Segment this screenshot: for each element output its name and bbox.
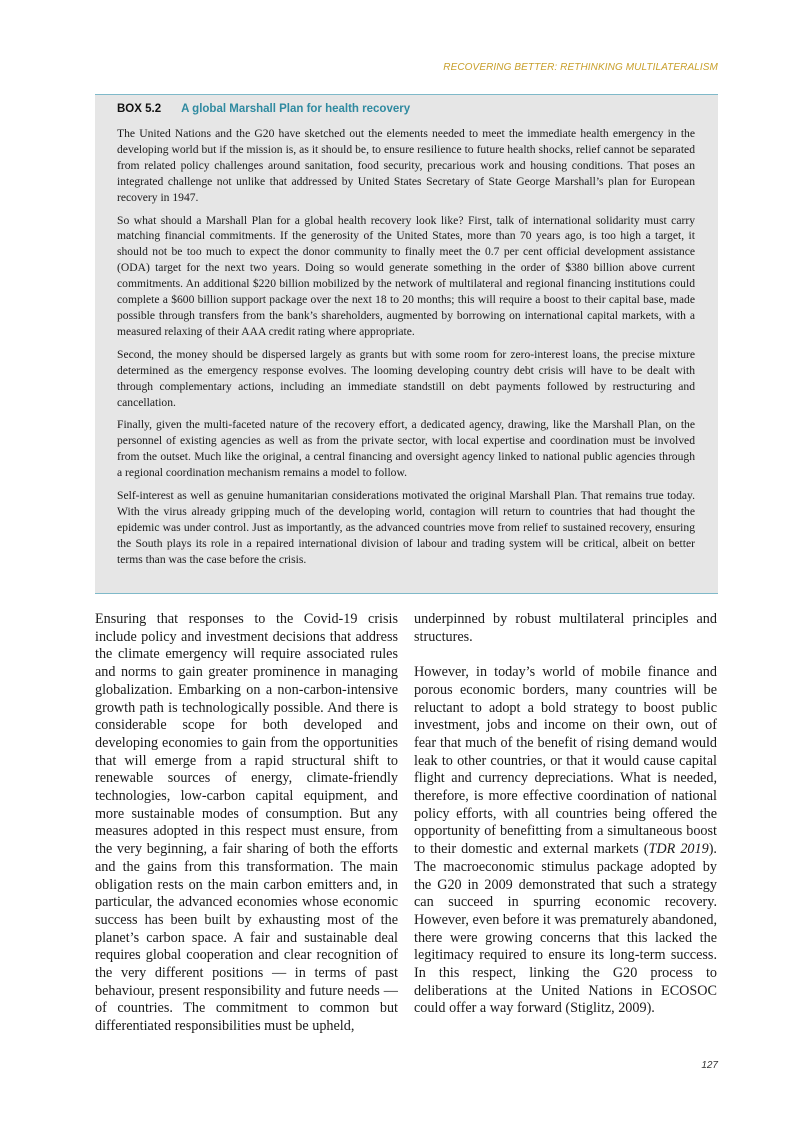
box-heading [117, 103, 410, 115]
box-5-2 [95, 94, 718, 594]
body-column-left [95, 611, 398, 1054]
body-column-right [414, 611, 717, 1036]
box-paragraph: Finally, given the multi-faceted nature of the recovery effort, a dedicated agency, drawing, like the Marshall Plan, on the personnel of existing agencies as well as from the private sector, with local expertise and coordination must be involved from the outset. Much like the original, a central financing and oversight agency linked to national public agencies through a regional coordination mechanism remains a model to follow. [117, 418, 695, 480]
page-number: 127 [701, 1060, 718, 1071]
body-text: However, in today’s world of mobile finance and porous economic borders, many countries will be reluctant to adopt a bold strategy to boost public investment, jobs and income on their own, out of fear that much of the benefit of rising demand would leak to other countries, or that it would cause capital flight and currency depreciations. What is needed, therefore, is more effective coordination of national policy efforts, with all countries being offered the opportunity of benefitting from a simultaneous boost to their domestic and external markets ( [414, 664, 717, 858]
box-label: BOX 5.2 [117, 103, 162, 115]
running-header: RECOVERING BETTER: RETHINKING MULTILATERALISM [443, 62, 718, 73]
box-paragraph: The United Nations and the G20 have sketched out the elements needed to meet the immediate health emergency in the developing world but if the mission is, as it should be, to ensure resilience to future health shocks, relief cannot be separated from related policy challenges around sanitation, food security, precarious work and housing conditions. That poses an integrated challenge not unlike that addressed by United States Secretary of State George Marshall’s plan for European recovery in 1947. [117, 127, 695, 204]
citation: TDR 2019 [648, 841, 709, 858]
body-paragraph [414, 664, 717, 1018]
box-paragraph: Second, the money should be dispersed largely as grants but with some room for zero-interest loans, the precise mixture determined as the emergency response evolves. The looming developing country debt crisis will have to be dealt with through complementary actions, including an immediate standstill on debt payments followed by restructuring and cancellation. [117, 347, 695, 409]
body-paragraph: Ensuring that responses to the Covid-19 crisis include policy and investment decisions that address the climate emergency will require associated rules and norms to gain greater prominence in managing globalization. Embarking on a non-carbon-intensive growth path is technologically possible. And there is considerable scope for both developed and developing economies to gain from the opportunities that will emerge from a rapid structural shift to renewable sources of energy, climate-friendly technologies, low-carbon capital equipment, and more sustainable modes of consumption. But any measures adopted in this respect must ensure, from the very beginning, a fair sharing of both the efforts and the gains from this transformation. The main obligation rests on the main carbon emitters and, in particular, the advanced economies whose economic success has been built by exhausting most of the planet’s carbon space. A fair and sustainable deal requires global cooperation and clear recognition of the very different positions — in terms of past behaviour, present responsibility and future needs — of countries. The commitment to common but differentiated responsibilities must be upheld, [95, 611, 398, 1035]
body-text: ). The macroeconomic stimulus package adopted by the G20 in 2009 demonstrated that such a strategy can succeed in spurring economic recovery. However, even before it was prematurely abandoned, there were growing concerns that this lacked the legitimacy required to ensure its long-term success. In this respect, linking the G20 process to deliberations at the United Nations in ECOSOC could offer a way forward (Stiglitz, 2009). [414, 841, 717, 1017]
body-paragraph: underpinned by robust multilateral principles and structures. [414, 611, 717, 645]
box-paragraph: Self-interest as well as genuine humanitarian considerations motivated the original Marshall Plan. That remains true today. With the virus already gripping much of the developing world, contagion will return to countries that had thought the epidemic was under control. Just as importantly, as the advanced countries move from relief to sustained recovery, ensuring the South plays its role in a repaired international division of labour and trading system will be critical, albeit on better terms than was the case before the crisis. [117, 489, 695, 566]
box-body [117, 126, 695, 575]
box-title: A global Marshall Plan for health recovery [181, 103, 411, 115]
box-paragraph: So what should a Marshall Plan for a global health recovery look like? First, talk of international solidarity must carry matching financial commitments. If the generosity of the United States, more than 70 years ago, is too high a target, it should not be too much to expect the donor community to finally meet the 0.7 per cent official development assistance (ODA) target for the next two years. Doing so would generate something in the order of $380 billion above current commitments. An additional $220 billion mobilized by the network of multilateral and regional financing institutions could complete a $600 billion support package over the next 18 to 20 months; this will require a boost to their capital base, made possible through transfers from the bank’s shareholders, augmented by borrowing on international capital markets, with a measured relaxing of their AAA credit rating where appropriate. [117, 213, 695, 338]
